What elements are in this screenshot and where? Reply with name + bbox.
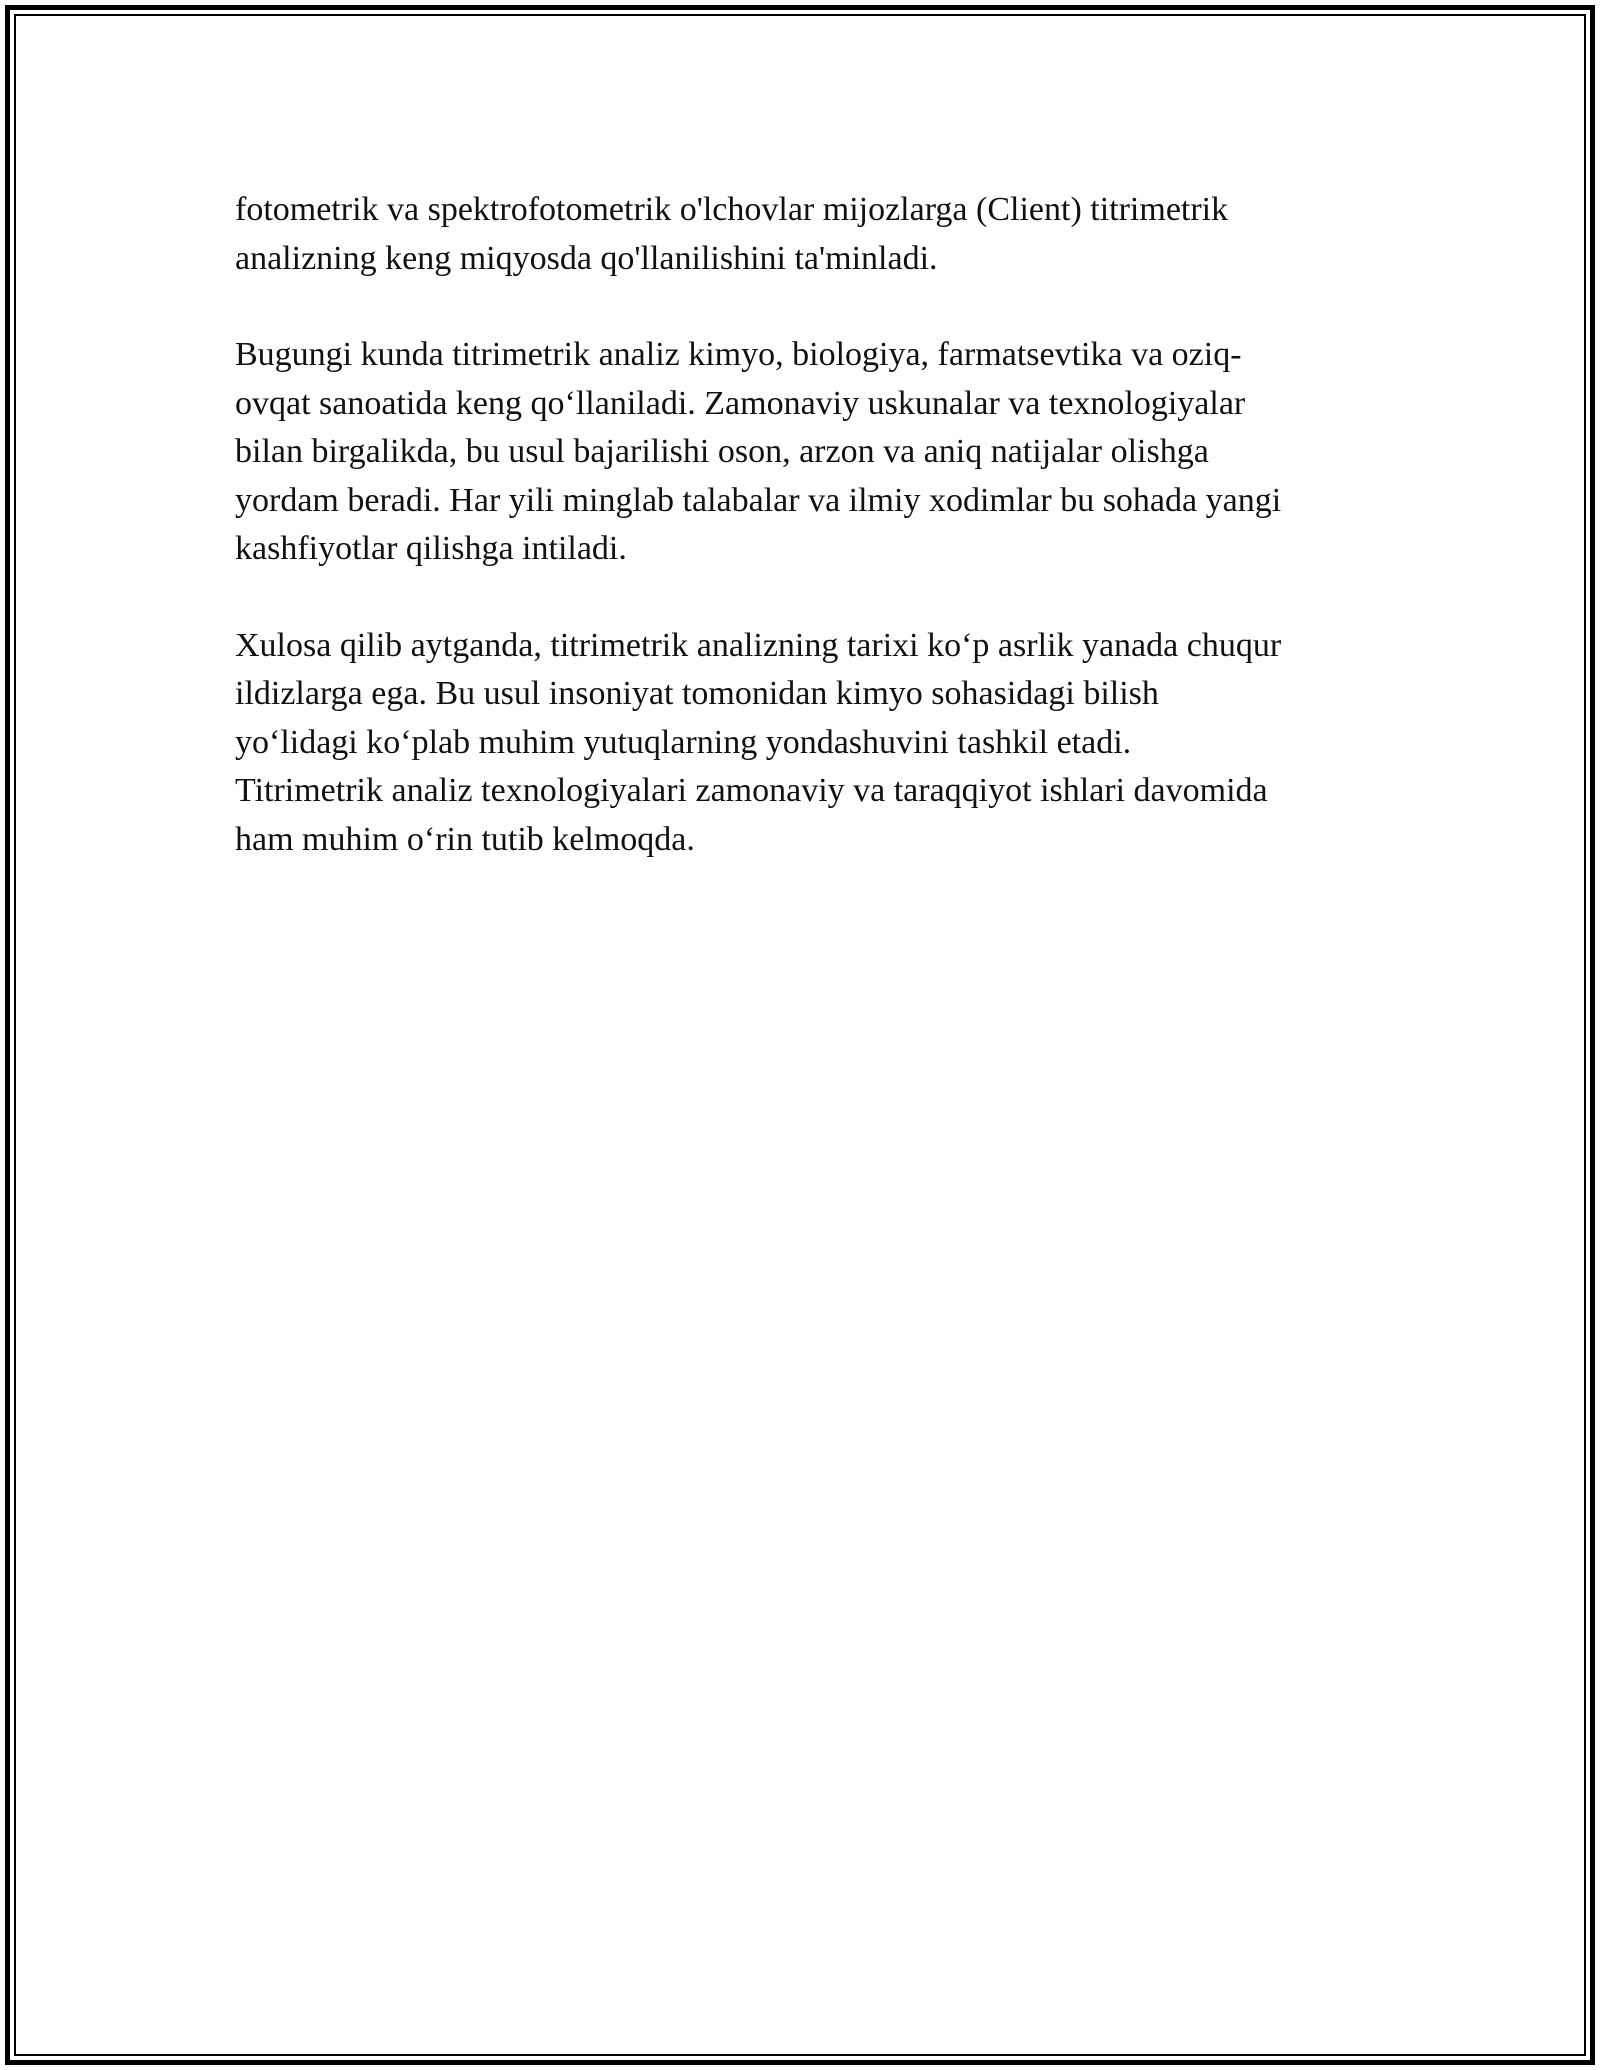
- text-line: fotometrik va spektrofotometrik o'lchovlar mijozlarga (Client) titrimetrik: [235, 191, 1229, 228]
- text-line: yo‘lidagi ko‘plab muhim yutuqlarning yondashuvini tashkil etadi.: [235, 723, 1132, 761]
- text-line: Titrimetrik analiz texnologiyalari zamonaviy va taraqqiyot ishlari davomida: [235, 772, 1268, 809]
- text-line: Xulosa qilib aytganda, titrimetrik analizning tarixi ko‘p asrlik yanada chuqur: [235, 626, 1282, 664]
- text-line: ildizlarga ega. Bu usul insoniyat tomonidan kimyo sohasidagi bilish: [235, 675, 1159, 712]
- paragraph-1: [235, 186, 1395, 283]
- text-line: ovqat sanoatida keng qo‘llaniladi. Zamonaviy uskunalar va texnologiyalar: [235, 384, 1246, 422]
- text-line: kashfiyotlar qilishga intiladi.: [235, 530, 627, 567]
- text-line: bilan birgalikda, bu usul bajarilishi oson, arzon va aniq natijalar olishga: [235, 433, 1209, 470]
- text-line: Bugungi kunda titrimetrik analiz kimyo, biologiya, farmatsevtika va oziq-: [235, 336, 1242, 373]
- text-line: analizning keng miqyosda qo'llanilishini ta'minladi.: [235, 239, 938, 277]
- paragraph-2: [235, 331, 1395, 574]
- paragraph-3: [235, 622, 1395, 865]
- text-line: ham muhim o‘rin tutib kelmoqda.: [235, 820, 695, 858]
- text-line: yordam beradi. Har yili minglab talabalar va ilmiy xodimlar bu sohada yangi: [235, 481, 1282, 519]
- document-body: [235, 186, 1395, 912]
